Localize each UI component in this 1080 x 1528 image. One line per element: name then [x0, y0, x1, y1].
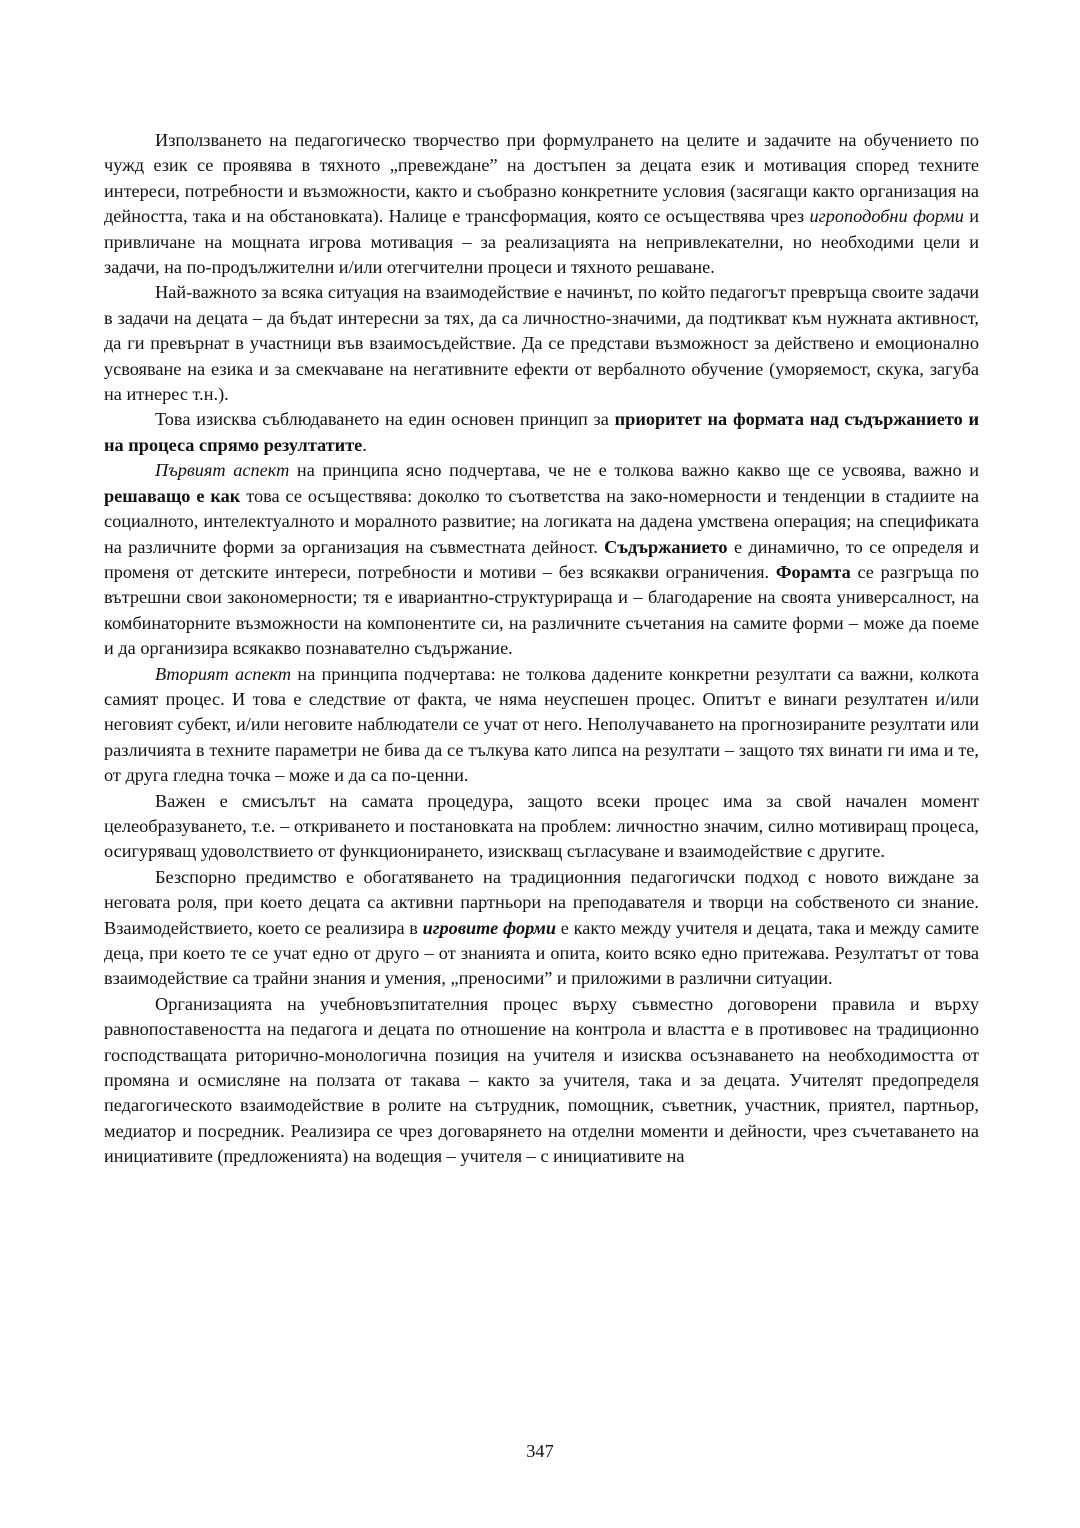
text-run-bold: Съдържанието — [604, 536, 728, 557]
paragraph — [104, 128, 979, 280]
text-run-italic: игроподобни форми — [809, 206, 964, 227]
page-body — [104, 128, 979, 1170]
page-number: 347 — [526, 1441, 554, 1461]
text-run-bold: приоритет на формата над съдържанието и на процеса спрямо резултатите — [104, 409, 979, 455]
paragraph — [104, 662, 979, 789]
paragraph — [104, 458, 979, 661]
text-run: това се осъществява: доколко то съответства на зако-номерности и тенденции в стадиите на социалното, интелектуалното и моралното развитие; на логиката на дадена умствена операция; на спецификата на различните форми за организация на съвместната дейност. — [104, 485, 979, 557]
text-run-bold-italic: игровите форми — [422, 917, 557, 938]
text-run: Използването на педагогическо творчество при формулрането на целите и задачите на обучението по чужд език се проявява в тяхното „превеждане” на достъпен за децата език и мотивация според техните интереси, потребности и възможности, както и съобразно конкретните условия (засягащи както организация на дейността, така и на обстановката). Налице е трансформация, която се осъществява чрез — [104, 130, 979, 227]
text-run: Важен е смисълът на самата процедура, защото всеки процес има за свой начален момент целеобразуването, т.е. – откриването и постановката на проблем: личностно значим, силно мотивиращ процеса, осигуряващ удоволствието от функционирането, изискващ съгласуване и взаимодействие с другите. — [104, 790, 979, 862]
text-run: е динамично, то се определя и променя от детските интереси, потребности и мотиви – без всякакви ограничения. — [104, 536, 979, 582]
text-run: на принципа ясно подчертава, че не е толкова важно какво ще се усвоява, важно и — [289, 460, 980, 481]
text-run: се разгръща по вътрешни свои закономерности; тя е ивариантно-структурираща и – благодарение на своята универсалност, на комбинаторните възможности на компонентите си, на различните съчетания на самите форми – може да поеме и да организира всякакво познавателно съдържание. — [104, 561, 979, 659]
paragraph — [104, 789, 979, 865]
text-run-italic: Вторият аспект — [155, 663, 292, 684]
text-run: и привличане на мощната игрова мотивация – за реализацията на непривлекателни, но необходими цели и задачи, на по-продължителни и/или отегчителни процеси и тяхното решаване. — [104, 206, 980, 278]
text-run: на принципа подчертава: не толкова дадените конкретни резултати са важни, колкота самият процес. И това е следствие от факта, че няма неуспешен процес. Опитът е винаги резултатен и/или неговият субект, и/или неговите наблюдатели се учат от него. Неполучаването на прогнозираните резултати или различията в техните параметри не бива да се тълкува като липса на резултати – защото тях винати ги има и те, от друга гледна точка – може и да са по-ценни. — [104, 663, 979, 786]
text-run: Организацията на учебновъзпитателния процес върху съвместно договорени правила и върху равнопоставеността на педагога и децата по отношение на контрола и властта е в противовес на традиционно господстващата риторично-монологична позиция на учителя и изисква осъзнаването на необходимостта от промяна и осмисляне на ползата от такава – както за учителя, така и за децата. Учителят предопределя педагогическото взаимодействие в ролите на сътрудник, помощник, съветник, участник, приятел, партньор, медиатор и посредник. Реализира се чрез договарянето на отделни моменти и дейности, чрез съчетаването на инициативите (предложенията) на водещия – учителя – с инициативите на — [104, 993, 979, 1167]
text-run-bold: Форамта — [775, 561, 851, 582]
text-run: . — [362, 434, 367, 455]
text-run-italic: Първият аспект — [155, 460, 290, 481]
paragraph — [104, 865, 979, 992]
text-run: Това изисква съблюдаването на един основен принцип за — [155, 409, 615, 430]
paragraph — [104, 280, 979, 407]
text-run: е както между учителя и децата, така и между самите деца, при което те се учат едно от друго – от знанията и опита, които всяко едно притежава. Резултатът от това взаимодействие са трайни знания и умения, „преносими” и приложими в различни ситуации. — [104, 917, 980, 989]
text-run: Безспорно предимство е обогатяването на традиционния педагогичски подход с новото виждане за неговата роля, при което децата са активни партньори на преподавателя и творци на собственото си знание. Взаимодействието, което се реализира в — [104, 866, 979, 938]
paragraph — [104, 407, 979, 458]
text-run-bold: решаващо е как — [104, 485, 241, 506]
paragraph — [104, 992, 979, 1170]
text-run: Най-важното за всяка ситуация на взаимодействие е начинът, по който педагогът превръща своите задачи в задачи на децата – да бъдат интересни за тях, да са личностно-значими, да подтикват към нужната активност, да ги превърнат в участници във взаимосъдействие. Да се представи възможност за действено и емоционално усвояване на езика и за смекчаване на негативните ефекти от вербалното обучение (умоpяемост, скука, загуба на итнерес т.н.). — [104, 282, 979, 405]
